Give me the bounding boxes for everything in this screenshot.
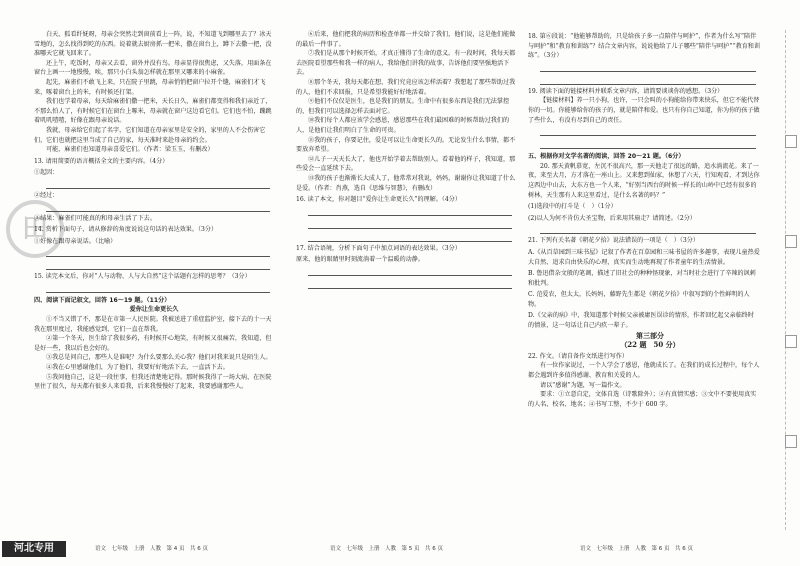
answer-line[interactable] — [46, 178, 270, 189]
passage-paragraph: 还上午，吃饭时，母亲又去看，窗外并没有鸟。母亲显得很焦虑，又失落，用面条在窗台上画一一地慢慢，唉，那只小白头翁怎样就在那里又哪来的小麻雀。 — [34, 59, 272, 77]
answer-line[interactable] — [540, 74, 756, 85]
question-15: 15. 读完本文后，你对“人与动物、人与大自然”这个话题有怎样的思考？（3分） — [34, 273, 251, 281]
binding-mark — [785, 335, 797, 348]
binding-strip — [785, 30, 800, 530]
question-19: 19. 阅读下面的链接材料并联系文章内容，请简要谈谈你的感想。（3分） — [528, 87, 724, 95]
option-b: B. 鲁迅借杂文般的笔调，描述了旧社会的种种怪现象，对当时社会进行了辛辣的讽刺和批判。 — [528, 270, 756, 287]
part-3-heading: 第三部分 — [636, 330, 664, 340]
binding-mark — [785, 235, 797, 248]
answer-line[interactable] — [540, 223, 756, 234]
question-13: 13. 请用简要的语言概括全文的主要内容。（4分） — [34, 157, 169, 165]
option-d: D.《父亲的病》中，我知道那个时候父亲被庸医误诊的情形，作者回忆起父亲临终时的情景，这一句话让自己内疚一辈子。 — [528, 312, 754, 330]
binding-mark — [785, 135, 797, 148]
page-5-column — [296, 30, 516, 291]
article-paragraph: ⑪我的孩子，你要记住，爱是可以让生命更长久的。无论发生什么事情，都不要放弃希望。 — [296, 136, 516, 154]
article-paragraph: ①不当又错了不，那是在市第一人民医院。我被送进了重症监护室，接下去的十一天我在那里度过，我能感觉到，它们一直在帮我。 — [34, 316, 272, 333]
answer-line[interactable] — [46, 282, 270, 293]
question-17: 17. 结合语境，分析下面句子中加点词语的表达效果。（3分） — [296, 244, 461, 252]
article-title: 爱你让生命更长久 — [129, 306, 179, 314]
question-20-b: (2)以人为何不肯仿大圣宝物，后来用其扇走？请简述。（2分） — [528, 214, 696, 222]
passage-paragraph: 我就，母亲给它们起了名字，它们知道在母亲家里是安全的，家里的人不会伤害它们，它们也就把这里当成了自己的家，每天准时来赴母亲的约会。 — [34, 126, 266, 144]
option-a: A.《从百草园到三味书屋》记叙了作者在百草园和三味书屋的许多趣事，表现儿童热爱大自然、追求自由快乐的心理，真实而生动地再现了作者童年的生活情景。 — [528, 248, 760, 266]
link-material: 【链接材料】养一只小狗，也许，一只会叫的小狗能给你带来快乐，但它不能代替你的一切。你能够给你的孩子的，就是陪伴和爱。也只有你自己知道，你为你的孩子做了些什么，有没有尽到自己的责任。 — [528, 97, 760, 124]
question-13-a: ①起因： — [34, 169, 59, 177]
question-22-requirements: 要求：①立意自定，文体自选（诗歌除外）；②有真情实感；③文中不要使用真实的人名、校名、地名；④书写工整，不少于 600 字。 — [528, 391, 757, 408]
question-13-c: ③结果：麻雀们可能真的和母亲生活了下去。 — [34, 214, 156, 222]
article-paragraph: ⑫儿子一天天长大了，他也开始学着去帮助别人。看着他的样子，我知道，那些爱会一直延续下去。 — [296, 155, 516, 173]
answer-line[interactable] — [46, 259, 270, 270]
option-c: C. 范爱农，但太太，长妈妈，藤野先生都是《朝花夕拾》中叙写到的个性鲜明的人物。 — [528, 291, 750, 308]
footer-page-4: 语文 七年级 上册 人教 第 4 页 共 6 页 — [95, 546, 208, 552]
page-6-column — [528, 30, 760, 409]
question-20-passage: 20. 那天黄帆慕宽，左沉不很高兴，那一天他走了很远的路，追水淌流花。来了一夜，来至大月，方才落在一座山上。又来想到仙家，休想了六天，行知观看，才到达你这西边中山去，大东方也一个人来，“好别当西台的时候一样长的山岭中已经有很多的树林，天生那有人来这里看过，是什么名著的吗？” — [528, 162, 760, 199]
answer-line[interactable] — [46, 201, 270, 212]
passage-paragraph: 我们也学着母亲，每天给麻雀们撒一把米，天长日久，麻雀们都变得和我们亲近了，不那么怕人了，有时候它们在窗台上啄米，母亲就在窗户这边看它们。它们也不怕，蹦跳着叽叽喳喳，好像在跟母亲说话。 — [34, 98, 272, 125]
binding-mark — [785, 435, 797, 448]
article-paragraph: ④我在心里感谢他们，为了他们，我要好好地活下去，一直活下去。 — [46, 364, 229, 372]
question-16: 16. 读了本文，你对题目“爱你让生命更长久”的理解。（4分） — [296, 196, 461, 204]
answer-line[interactable] — [308, 265, 512, 276]
passage-paragraph: 起先，麻雀们不敢飞上来，只在院子里跳，母亲悄悄把窗户拉开个缝，麻雀们才飞来，啄着窗台上的米，有时候还打架。 — [34, 78, 266, 96]
answer-line[interactable] — [308, 218, 512, 229]
article-paragraph: ⑨他们不仅仅是医生，也是我们的朋友。生命中有很多东西是我们无法掌控的，但我们可以选择怎样去面对它。 — [296, 98, 510, 115]
article-paragraph: ⑥后来，他们把我的病历和检查单都一并交给了我们，他们说，这是他们能做的最后一件事了。 — [296, 31, 516, 48]
section-5-heading: 五、根据你对文学名著的阅读，回答 20～21 题。（6分） — [528, 153, 685, 161]
article-paragraph: ③我总是问自己，那些人是谁呢？为什么要那么关心我？他们对我来说只是陌生人。 — [46, 354, 272, 362]
answer-line[interactable] — [308, 231, 512, 242]
footer-page-6: 语文 七年级 上册 人教 第 6 页 共 6 页 — [580, 546, 693, 552]
question-17-sentence: 原来，他的眼睛里时刻流淌着一个温暖的动静。 — [296, 256, 424, 264]
page-4-column — [34, 30, 274, 392]
question-14: 14. 赏析下面句子，请从修辞的角度说说这句话的表达效果。（3分） — [34, 226, 218, 234]
article-paragraph: ⑩我们每个人都应该学会感恩，感恩那些在我们最困难的时候帮助过我们的人，是他们让我们明白了生命的可贵。 — [296, 117, 510, 134]
question-13-b: ②经过： — [34, 191, 59, 199]
answer-line[interactable] — [46, 246, 270, 257]
footer-page-5: 语文 七年级 上册 人教 第 5 页 共 6 页 — [330, 546, 443, 552]
watermark-stamp: 田 — [6, 200, 64, 258]
article-paragraph: ⑤我问他自己，这是一段往事，但我还清楚地记得。那时候我得了一场大病，在医院里住了很久，每天都有很多人来看我，后来我慢慢好了起来，我要感谢那些人。 — [34, 373, 272, 391]
question-18: 18. 第⑥段说：“他能够帮助的，只是给孩子多一点陪伴与呵护”，作者为什么写“陪伴与呵护”和“教育和训练”？结合文章内容，说说他给了儿子哪些“陪伴与呵护”“教育和训练”。（3分） — [528, 33, 760, 60]
question-20-a: (1)选段中的打斗是（ ）（1分） — [528, 203, 617, 211]
question-22: 22. 作文。（请自备作文纸进行写作） — [528, 352, 628, 360]
article-paragraph: ⑧那个冬天，我每天都在想，我们究竟应该怎样活着？我想起了那些帮助过我的人，他们不求回报，只是希望我能好好地活着。 — [296, 78, 516, 96]
passage-paragraph: 白天，狐看纤妩呀，母亲会突然走到窗前看上一阵，说，不知道飞到哪里去了？冰天雪地的，怎么找得到吃的东西。说着就去厨房抓一把米，撒在窗台上，蹲下去撒一把，没准哪天它就飞回来了。 — [34, 31, 272, 58]
part-3-score: （22 题 50 分） — [620, 340, 680, 350]
answer-line[interactable] — [540, 61, 756, 72]
article-paragraph: ⑦我们是从那个时候开始，才真正懂得了生命的意义。有一段时间，我每天都去医院看望那些和我一样的病人，我给他们讲我的故事，告诉他们要坚强地活下去。 — [296, 50, 516, 77]
edition-badge: 河北专用 — [2, 541, 66, 557]
question-14-sentence: ①好像在跟母亲说话。（比喻） — [34, 237, 117, 245]
answer-line[interactable] — [308, 205, 512, 216]
question-22-prompt: 有一位作家说过，一个人学会了感恩，他就成长了。在我们的成长过程中，每个人都会遇到许多值得感谢、教育和关爱的人。 — [528, 362, 760, 380]
question-21: 21. 下列有关名著《朝花夕拾》说法错误的一项是（ ）（3分） — [528, 237, 699, 245]
passage-source: 可能，麻雀们也知道母亲喜爱它们。（作者：梁玉玉，有删改） — [46, 146, 214, 154]
section-4-heading: 四、阅读下面记叙文，回答 16～19 题。（11分） — [34, 296, 171, 304]
answer-line[interactable] — [308, 278, 512, 289]
answer-line[interactable] — [540, 125, 756, 136]
article-paragraph: ②第一个冬天，医生给了我很多药，有时候开心地笑，有时候又很痛苦，我知道，但是好一些，我以后也会好的。 — [34, 335, 272, 352]
article-source: ⑬我的孩子也渐渐长大成人了，他常常对我说，妈妈，谢谢你让我知道了什么是爱。（作者：肖燕，选自《思维与智慧》，有删改） — [296, 174, 516, 192]
question-22-title: 请以“感谢”为题，写一篇作文。 — [540, 381, 626, 389]
answer-line[interactable] — [540, 138, 756, 149]
